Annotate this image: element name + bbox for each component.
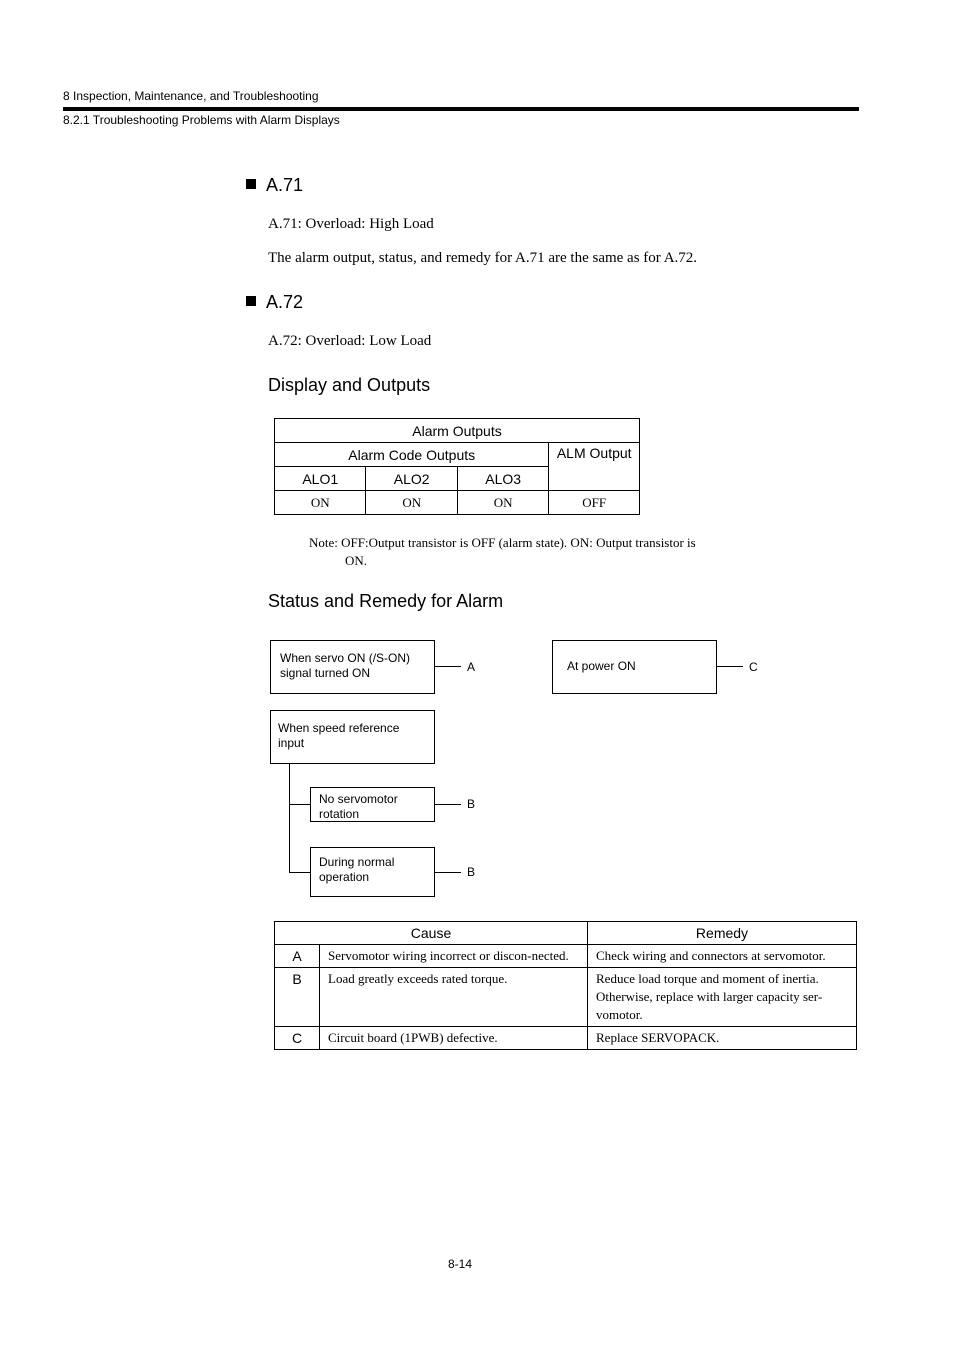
alm-output-value: OFF: [549, 491, 640, 515]
alm-output-header: ALM Output: [549, 443, 640, 491]
row-cause: Servomotor wiring incorrect or discon-nected.: [320, 945, 588, 968]
status-remedy-heading: Status and Remedy for Alarm: [268, 591, 504, 611]
chapter-header: 8 Inspection, Maintenance, and Troubleshooting: [63, 89, 319, 103]
no-rotation-label: B: [467, 797, 476, 811]
tree-branch-2: [289, 872, 310, 873]
table-row: [275, 945, 857, 968]
page-number: 8-14: [448, 1257, 473, 1271]
row-id: B: [275, 968, 320, 1027]
remedy-header: Remedy: [588, 922, 857, 945]
display-outputs-heading: Display and Outputs: [268, 375, 431, 395]
a71-description: A.71: Overload: High Load: [268, 216, 434, 232]
power-on-label: C: [749, 660, 758, 674]
alo2-value: ON: [366, 491, 457, 515]
a72-heading: A.72: [246, 292, 303, 313]
power-on-box: At power ON: [552, 640, 717, 694]
a72-description: A.72: Overload: Low Load: [268, 333, 432, 349]
no-rotation-connector: [435, 804, 461, 805]
note-line-1: Note: OFF:Output transistor is OFF (alarm state). ON: Output transistor is: [309, 535, 696, 550]
servo-on-label: A: [467, 660, 476, 674]
a71-heading: A.71: [246, 175, 303, 196]
row-remedy: Check wiring and connectors at servomotor.: [588, 945, 857, 968]
alo1-value: ON: [275, 491, 366, 515]
tree-trunk-line: [289, 764, 290, 873]
alarm-outputs-title: Alarm Outputs: [275, 419, 640, 443]
tree-branch-1: [289, 804, 310, 805]
table-row: [275, 968, 857, 1027]
power-on-connector: [717, 666, 743, 667]
servo-on-box: When servo ON (/S-ON) signal turned ON: [270, 640, 435, 694]
section-header: 8.2.1 Troubleshooting Problems with Alarm Displays: [63, 113, 340, 127]
square-bullet-icon: [246, 296, 256, 306]
alo3-header: ALO3: [457, 467, 548, 491]
no-rotation-box: No servomotor rotation: [310, 787, 435, 822]
output-note: [309, 534, 749, 570]
normal-operation-connector: [435, 872, 461, 873]
alo3-value: ON: [457, 491, 548, 515]
row-cause: Circuit board (1PWB) defective.: [320, 1027, 588, 1050]
normal-operation-label: B: [467, 865, 476, 879]
row-remedy: Replace SERVOPACK.: [588, 1027, 857, 1050]
alo2-header: ALO2: [366, 467, 457, 491]
alo1-header: ALO1: [275, 467, 366, 491]
cause-remedy-table: [274, 921, 857, 1050]
header-rule: [63, 107, 859, 111]
cause-header: Cause: [275, 922, 588, 945]
row-cause: Load greatly exceeds rated torque.: [320, 968, 588, 1027]
row-id: C: [275, 1027, 320, 1050]
alarm-code-outputs-header: Alarm Code Outputs: [275, 443, 549, 467]
a71-note: The alarm output, status, and remedy for A.71 are the same as for A.72.: [268, 250, 698, 266]
servo-on-connector: [435, 666, 461, 667]
normal-operation-box: During normal operation: [310, 847, 435, 897]
table-row: [275, 1027, 857, 1050]
note-line-2: ON.: [345, 553, 368, 568]
square-bullet-icon: [246, 179, 256, 189]
row-id: A: [275, 945, 320, 968]
alarm-outputs-table: [274, 418, 640, 515]
speed-reference-box: When speed reference input: [270, 710, 435, 764]
row-remedy: Reduce load torque and moment of inertia. Otherwise, replace with larger capacity ser-vomotor.: [588, 968, 857, 1027]
